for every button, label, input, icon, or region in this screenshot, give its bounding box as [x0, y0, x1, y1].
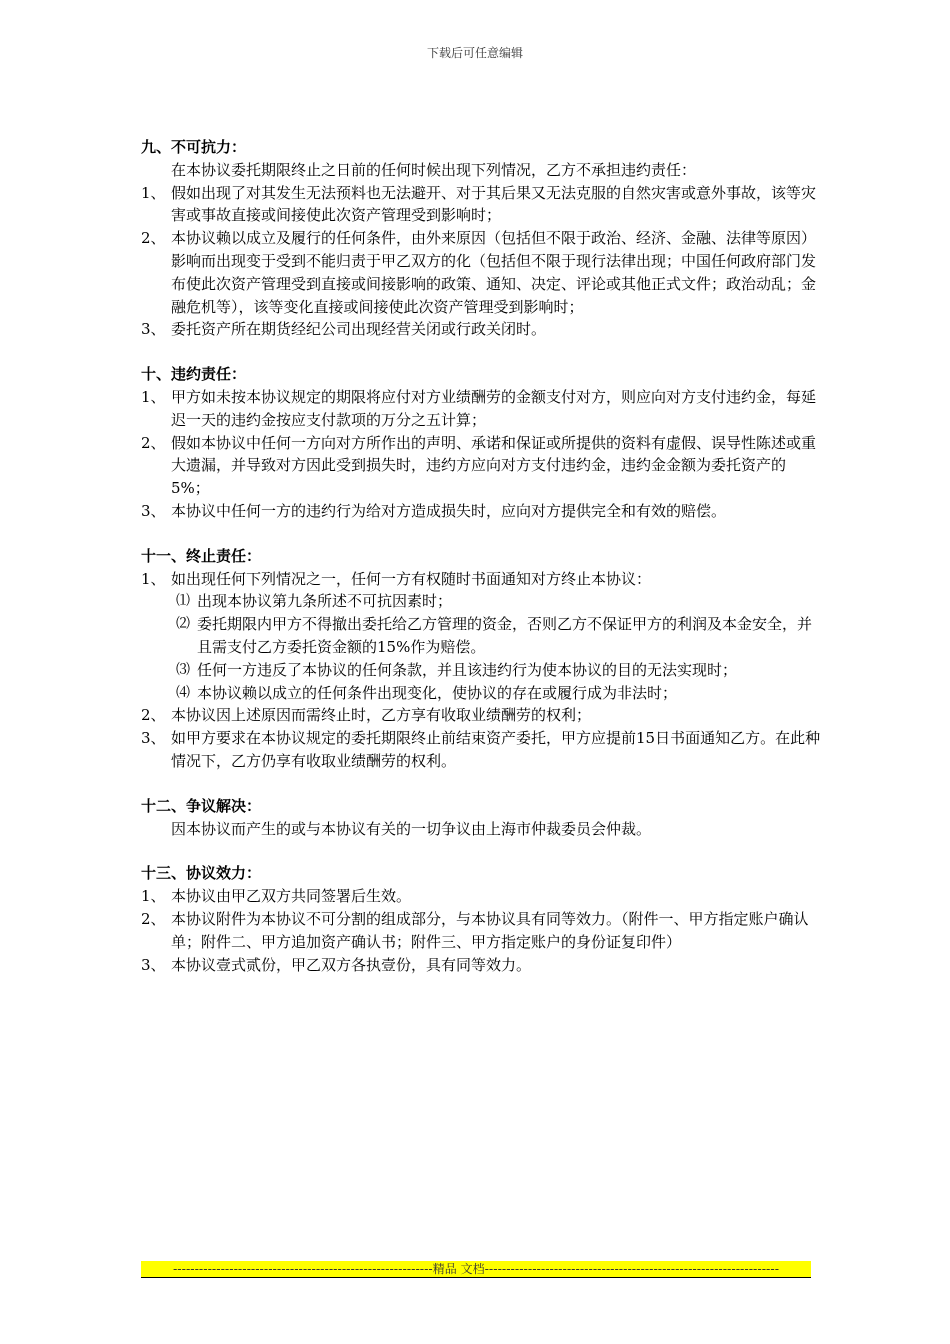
sub-item-number: ⑷: [176, 684, 190, 701]
list-item: [141, 704, 821, 727]
section-breach-liability: [141, 363, 821, 523]
item-number: 3、: [141, 955, 166, 974]
section-dispute-resolution: [141, 795, 821, 841]
item-number: 2、: [141, 909, 166, 928]
item-number: 1、: [141, 887, 166, 906]
item-number: 2、: [141, 706, 166, 725]
section-termination: [141, 545, 821, 773]
sub-item: [141, 682, 821, 705]
section-intro: 因本协议而产生的或与本协议有关的一切争议由上海市仲裁委员会仲裁。: [171, 819, 652, 838]
sub-item-text: 任何一方违反了本协议的任何条款，并且该违约行为使本协议的目的无法实现时；: [197, 660, 738, 679]
section-intro: 在本协议委托期限终止之日前的任何时候出现下列情况，乙方不承担违约责任：: [171, 160, 697, 179]
sub-item: [141, 590, 821, 613]
item-text: 委托资产所在期货经纪公司出现经营关闭或行政关闭时。: [171, 320, 547, 339]
item-text: 甲方如未按本协议规定的期限将应付对方业绩酬劳的金额支付对方，则应向对方支付违约金，每延迟一天的违约金按应支付款项的万分之五计算；: [171, 387, 817, 429]
item-number: 2、: [141, 433, 166, 452]
item-text: 本协议赖以成立及履行的任何条件，由外来原因（包括但不限于政治、经济、金融、法律等原因）影响而出现变于受到不能归责于甲乙双方的化（包括但不限于现行法律出现；中国任何政府部门发布使此次资产管理受到直接或间接影响的政策、通知、决定、评论或其他正式文件；政治动乱；金融危机等），该等变化直接或间接使此次资产管理受到影响时；: [171, 229, 817, 316]
item-text: 假如本协议中任何一方向对方所作出的声明、承诺和保证或所提供的资料有虚假、误导性陈述或重大遗漏，并导致对方因此受到损失时，违约方应向对方支付违约金，违约金金额为委托资产的5%；: [171, 433, 817, 498]
item-text: 本协议由甲乙双方共同签署后生效。: [171, 887, 412, 906]
item-number: 1、: [141, 183, 166, 202]
sub-item-number: ⑶: [176, 661, 190, 678]
item-number: 3、: [141, 501, 166, 520]
section-heading: 九、不可抗力：: [141, 138, 247, 156]
section-force-majeure: [141, 136, 821, 341]
list-item: [141, 568, 821, 591]
item-text: 如甲方要求在本协议规定的委托期限终止前结束资产委托，甲方应提前15日书面通知乙方。在此种情况下，乙方仍享有收取业绩酬劳的权利。: [171, 729, 821, 770]
sub-item: [141, 659, 821, 682]
header-note: 下载后可任意编辑: [426, 46, 523, 60]
document-body: [141, 136, 821, 998]
item-number: 1、: [141, 387, 166, 406]
section-heading: 十二、争议解决：: [141, 796, 262, 815]
list-item: [141, 318, 821, 341]
item-text: 本协议中任何一方的违约行为给对方造成损失时，应向对方提供完全和有效的赔偿。: [171, 501, 727, 520]
list-item: [141, 727, 821, 773]
list-item: [141, 908, 821, 954]
list-item: [141, 432, 821, 500]
item-text: 假如出现了对其发生无法预料也无法避开、对于其后果又无法克服的自然灾害或意外事故，该等灾害或事故直接或间接使此次资产管理受到影响时；: [171, 183, 817, 225]
sub-item-text: 出现本协议第九条所述不可抗因素时；: [197, 592, 453, 611]
list-item: [141, 500, 821, 523]
list-item: [141, 182, 821, 228]
item-number: 2、: [141, 229, 166, 248]
item-text: 本协议因上述原因而需终止时，乙方享有收取业绩酬劳的权利；: [171, 706, 592, 725]
item-text: 如出现任何下列情况之一，任何一方有权随时书面通知对方终止本协议：: [171, 569, 652, 588]
sub-item-number: ⑴: [176, 593, 190, 610]
item-number: 3、: [141, 729, 166, 748]
section-heading: 十、违约责任：: [141, 365, 247, 384]
item-number: 3、: [141, 320, 166, 339]
sub-item-text: 本协议赖以成立的任何条件出现变化，使协议的存在或履行成为非法时；: [197, 683, 678, 702]
section-heading: 十一、终止责任：: [141, 546, 262, 565]
sub-item-text: 委托期限内甲方不得撤出委托给乙方管理的资金，否则乙方不保证甲方的利润及本金安全，并且需支付乙方委托资金额的15%作为赔偿。: [197, 615, 813, 656]
item-text: 本协议附件为本协议不可分割的组成部分，与本协议具有同等效力。（附件一、甲方指定账户确认单；附件二、甲方追加资产确认书；附件三、甲方指定账户的身份证复印件）: [171, 909, 809, 951]
list-item: [141, 227, 821, 318]
list-item: [141, 885, 821, 908]
sub-item-number: ⑵: [176, 616, 190, 633]
list-item: [141, 954, 821, 977]
section-heading: 十三、协议效力：: [141, 864, 262, 883]
list-item: [141, 386, 821, 432]
sub-item: [141, 613, 821, 659]
item-text: 本协议壹式贰份，甲乙双方各执壹份，具有同等效力。: [171, 955, 532, 974]
item-number: 1、: [141, 569, 166, 588]
section-agreement-validity: [141, 862, 821, 976]
footer-banner: ------------------------------------------------------------精品 文档--------------------------------------------------------------------: [141, 1261, 811, 1278]
